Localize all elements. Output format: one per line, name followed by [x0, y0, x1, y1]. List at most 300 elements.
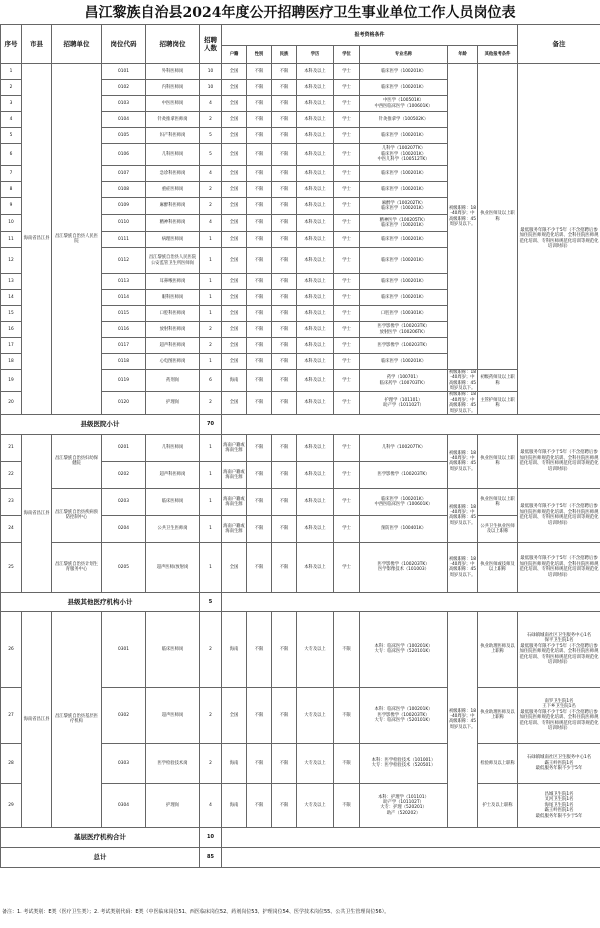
table-cell: 2 — [200, 392, 222, 414]
table-cell: 不限 — [247, 144, 272, 166]
table-cell: 1 — [200, 248, 222, 274]
table-cell: 学士 — [334, 354, 360, 370]
table-cell: 1 — [200, 274, 222, 290]
table-cell: 初级职称：18-40周岁；中高级职称：45周岁及以下。 — [449, 370, 476, 392]
table-cell: 不限 — [272, 542, 297, 592]
table-cell: 不限 — [272, 198, 297, 215]
table-row — [1, 488, 600, 515]
table-cell: 针灸推拿学（100502K） — [360, 112, 448, 128]
table-cell: 不限 — [272, 112, 297, 128]
table-cell: 不限 — [247, 166, 272, 182]
table-cell: 不限 — [247, 515, 272, 542]
table-cell: 药剂岗 — [146, 370, 200, 392]
table-cell: 0101 — [102, 64, 146, 80]
table-cell: 10 — [200, 80, 222, 96]
table-cell: 不限 — [247, 687, 272, 743]
table-cell: 21 — [1, 434, 22, 461]
table-cell: 超声科医师岗 — [146, 461, 200, 488]
table-cell: 超声科医师岗 — [146, 338, 200, 354]
table-cell: 护理岗 — [146, 783, 200, 827]
table-cell: 0103 — [102, 96, 146, 112]
col-unit: 招聘单位 — [52, 25, 102, 64]
table-cell: 10 — [200, 827, 222, 847]
table-cell: 2 — [200, 611, 222, 687]
table-cell: 1 — [200, 488, 222, 515]
table-cell: 11 — [1, 232, 22, 248]
table-cell: 0203 — [102, 488, 146, 515]
table-cell: 儿科学（100207TK） — [360, 434, 448, 461]
table-cell: 学士 — [334, 144, 360, 166]
table-cell: 学士 — [334, 112, 360, 128]
table-cell: 0302 — [102, 687, 146, 743]
table-cell: 1 — [200, 290, 222, 306]
table-cell: 0111 — [102, 232, 146, 248]
table-cell: 不限 — [272, 232, 297, 248]
table-cell: 14 — [1, 290, 22, 306]
table-cell: 总计 — [1, 847, 200, 867]
table-cell: 1 — [200, 434, 222, 461]
table-cell: 临床医学（100201K） — [360, 182, 448, 198]
table-cell: 1 — [200, 542, 222, 592]
table-cell: 全国 — [222, 687, 247, 743]
unit-cell: 昌江黎族自治县疾病预防控制中心 — [52, 488, 102, 542]
table-cell: 外科医师岗 — [146, 64, 200, 80]
table-cell: 学士 — [334, 248, 360, 274]
table-cell: 24 — [1, 515, 22, 542]
table-cell: 不限 — [247, 80, 272, 96]
col-city: 市县 — [22, 25, 52, 64]
table-cell: 不限 — [247, 290, 272, 306]
table-cell: 4 — [200, 783, 222, 827]
table-cell: 1 — [1, 64, 22, 80]
table-cell: 学士 — [334, 215, 360, 232]
table-cell: 儿科医师岗 — [146, 144, 200, 166]
table-cell: 本科及以上 — [297, 488, 334, 515]
table-cell: 不限 — [272, 354, 297, 370]
table-cell: 不限 — [272, 434, 297, 461]
table-cell: 本科及以上 — [297, 542, 334, 592]
table-cell: 全国 — [222, 354, 247, 370]
table-cell: 学士 — [334, 198, 360, 215]
col-remark: 备注 — [518, 25, 600, 64]
table-cell: 执业医师及以上职称 — [478, 488, 518, 515]
remark-cell: 最低服务年限不少于5年（不含招聘后参加住院医师规范化培训、全科住院医师规范化培训、专科医师规范化培训等规范化培训时间） — [518, 64, 600, 415]
table-cell: 全国 — [222, 182, 247, 198]
table-cell: 县级医院小计 — [1, 414, 200, 434]
table-cell: 临床医学（100201K） — [360, 354, 448, 370]
col-gender: 性别 — [247, 46, 272, 64]
table-cell: 超声医师/放射岗 — [146, 542, 200, 592]
subtotal-row — [1, 592, 600, 611]
table-cell: 学士 — [334, 64, 360, 80]
table-cell: 0119 — [102, 370, 146, 392]
table-cell: 大专及以上 — [297, 687, 334, 743]
table-cell: 本科及以上 — [297, 248, 334, 274]
table-cell: 本科：护理学（101101） 助产学（101102T） 大专：护理（520201） 助产（520202） — [360, 783, 448, 827]
table-cell: 初级职称：18-40周岁；中高级职称：45周岁及以下。 — [448, 542, 478, 592]
table-cell: 医学检验技术岗 — [146, 743, 200, 783]
table-cell: 公共卫生医师岗 — [146, 515, 200, 542]
table-cell: 本科及以上 — [297, 128, 334, 144]
table-cell: 不限 — [272, 687, 297, 743]
table-cell: 护理岗 — [146, 392, 200, 414]
table-cell: 4 — [1, 112, 22, 128]
table-cell: 全国 — [222, 112, 247, 128]
table-cell: 全国 — [222, 232, 247, 248]
table-cell: 16 — [1, 322, 22, 338]
table-cell: 不限 — [272, 611, 297, 687]
table-cell: 不限 — [247, 392, 272, 414]
table-cell: 儿科医师岗 — [146, 434, 200, 461]
table-cell: 中医医师岗 — [146, 96, 200, 112]
table-cell: 本科及以上 — [297, 96, 334, 112]
table-cell: 不限 — [247, 198, 272, 215]
table-cell: 本科及以上 — [297, 215, 334, 232]
table-cell: 0118 — [102, 354, 146, 370]
table-cell: 全国 — [222, 542, 247, 592]
table-cell: 大专及以上 — [297, 611, 334, 687]
table-cell: 3 — [1, 96, 22, 112]
table-cell: 2 — [200, 687, 222, 743]
table-cell: 不限 — [272, 370, 297, 392]
table-cell: 2 — [200, 112, 222, 128]
table-cell: 不限 — [247, 434, 272, 461]
table-cell: 不限 — [272, 461, 297, 488]
table-cell: 0202 — [102, 461, 146, 488]
table-cell: 不限 — [247, 232, 272, 248]
col-age: 年龄 — [448, 46, 478, 64]
col-other: 其他报考条件 — [478, 46, 518, 64]
table-cell: 不限 — [247, 128, 272, 144]
table-cell: 海南 — [222, 611, 247, 687]
table-cell: 不限 — [247, 370, 272, 392]
table-cell: 医学影像学（100203TK） 医学影像技术（101003） — [360, 542, 448, 592]
other-cell: 执业医师及以上职称 — [478, 64, 518, 370]
table-cell: 最低服务年限不少于5年（不含招聘后参加住院医师规范化培训、全科住院医师规范化培训、专科医师规范化培训等规范化培训时间） — [518, 542, 600, 592]
table-cell: 海南户籍或海南生源 — [222, 488, 247, 515]
table-cell: 23 — [1, 488, 22, 515]
table-cell: 执业医师或技师及以上职称 — [478, 542, 518, 592]
table-cell: 2 — [1, 80, 22, 96]
city-cell: 海南省昌江县 — [22, 611, 52, 827]
table-cell: 本科及以上 — [297, 290, 334, 306]
table-cell: 0115 — [102, 306, 146, 322]
table-cell: 眼科医师岗 — [146, 290, 200, 306]
table-cell: 本科及以上 — [297, 166, 334, 182]
table-cell: 不限 — [334, 743, 360, 783]
table-cell: 临床医学（100201K） — [360, 166, 448, 182]
table-cell: 海南 — [222, 783, 247, 827]
table-cell: 2 — [200, 198, 222, 215]
table-cell: 不限 — [272, 338, 297, 354]
table-cell: 临床医师岗 — [146, 488, 200, 515]
table-cell: 1 — [200, 515, 222, 542]
table-cell: 护士及以上职称 — [478, 783, 518, 827]
table-cell: 0201 — [102, 434, 146, 461]
table-cell: 85 — [200, 847, 222, 867]
table-cell: 1 — [200, 306, 222, 322]
table-cell: 本科及以上 — [297, 338, 334, 354]
table-cell: 27 — [1, 687, 22, 743]
table-cell: 不限 — [272, 64, 297, 80]
table-cell: 不限 — [334, 783, 360, 827]
table-cell: 海南 — [222, 743, 247, 783]
table-cell: 学士 — [334, 338, 360, 354]
table-cell: 全国 — [222, 248, 247, 274]
col-edu: 学历 — [297, 46, 334, 64]
table-cell: 不限 — [247, 783, 272, 827]
table-cell: 石碌镇城南社区卫生服务中心1名 保平卫生院1名 最低服务年限不少于5年（不含招聘后参加住院医师规范化培训、全科住院医师规范化培训、专科医师规范化培训等规范化培训时间） — [518, 611, 600, 687]
city-cell: 海南省昌江县 — [22, 434, 52, 592]
table-cell: 28 — [1, 743, 22, 783]
table-cell: 不限 — [334, 687, 360, 743]
table-cell: 全国 — [222, 144, 247, 166]
table-cell: 麻醉学（100202TK） 临床医学（100201K） — [360, 198, 448, 215]
table-cell: 学士 — [334, 274, 360, 290]
table-cell: 不限 — [272, 290, 297, 306]
table-cell: 心电图医师岗 — [146, 354, 200, 370]
table-cell: 学士 — [334, 434, 360, 461]
table-cell: 全国 — [222, 64, 247, 80]
table-cell: 海南 — [222, 370, 247, 392]
table-cell: 放射科医师岗 — [146, 322, 200, 338]
table-cell: 本科及以上 — [297, 322, 334, 338]
table-cell: 本科及以上 — [297, 80, 334, 96]
table-cell: 医学影像学（100203TK） — [360, 338, 448, 354]
total-row — [1, 847, 600, 867]
table-cell: 不限 — [247, 112, 272, 128]
table-cell: 初级药师及以上职称 — [478, 370, 518, 392]
table-cell: 不限 — [272, 248, 297, 274]
table-cell: 精神科医师岗 — [146, 215, 200, 232]
table-cell: 不限 — [272, 392, 297, 414]
table-cell: 耳鼻喉医师岗 — [146, 274, 200, 290]
table-cell: 不限 — [247, 306, 272, 322]
table-cell: 妇产科医师岗 — [146, 128, 200, 144]
table-cell: 学士 — [334, 290, 360, 306]
table-cell — [222, 827, 600, 847]
table-cell: 学士 — [334, 232, 360, 248]
table-cell: 0109 — [102, 198, 146, 215]
table-cell: 执业医师及以上职称 — [478, 434, 518, 488]
table-cell: 不限 — [272, 743, 297, 783]
table-cell: 临床医学（100201K） — [360, 290, 448, 306]
table-cell: 不限 — [247, 322, 272, 338]
table-cell: 针灸推拿医师岗 — [146, 112, 200, 128]
table-cell: 25 — [1, 542, 22, 592]
table-cell: 本科及以上 — [297, 182, 334, 198]
col-code: 岗位代码 — [102, 25, 146, 64]
table-cell: 不限 — [247, 182, 272, 198]
table-cell: 基层医疗机构合计 — [1, 827, 200, 847]
subtotal-row — [1, 827, 600, 847]
table-cell: 临床医学（100201K） — [360, 232, 448, 248]
table-cell: 不限 — [247, 542, 272, 592]
table-cell: 公共卫生执业医师及以上职称 — [478, 515, 518, 542]
table-cell: 本科：临床医学（100201K） 大专：临床医学（520101K） — [360, 611, 448, 687]
table-cell: 检验师及以上职称 — [478, 743, 518, 783]
table-cell: 18 — [1, 354, 22, 370]
table-cell: 0301 — [102, 611, 146, 687]
table-cell: 不限 — [247, 274, 272, 290]
table-cell: 学士 — [334, 370, 360, 392]
table-cell: 医学影像学（100203TK） — [360, 461, 448, 488]
table-cell: 0114 — [102, 290, 146, 306]
table-cell: 6 — [200, 370, 222, 392]
age-cell: 初级职称：18-40周岁；中高级职称：45周岁及以下。 — [448, 64, 478, 370]
table-cell: 1 — [200, 354, 222, 370]
table-cell: 海南户籍或海南生源 — [222, 434, 247, 461]
table-cell: 不限 — [272, 96, 297, 112]
table-cell: 学士 — [334, 488, 360, 515]
col-ethnic: 民族 — [272, 46, 297, 64]
table-cell: 不限 — [272, 783, 297, 827]
table-cell: 本科及以上 — [297, 306, 334, 322]
table-cell: 10 — [200, 64, 222, 80]
table-cell — [222, 414, 600, 434]
table-cell: 中医学（100501K） 中西医临床医学（100601K） — [360, 96, 448, 112]
table-cell: 0116 — [102, 322, 146, 338]
table-cell: 1 — [200, 232, 222, 248]
table-cell: 6 — [1, 144, 22, 166]
table-cell: 不限 — [247, 461, 272, 488]
table-cell: 学士 — [334, 128, 360, 144]
table-cell: 执业助理医师及以上职称 — [478, 611, 518, 687]
table-cell: 最低服务年限不少于5年（不含招聘后参加住院医师规范化培训、全科住院医师规范化培训、专科医师规范化培训等规范化培训时间） — [518, 434, 600, 488]
unit-cell: 昌江黎族自治县人民医院 — [52, 64, 102, 415]
table-cell: 全国 — [222, 80, 247, 96]
table-cell: 0304 — [102, 783, 146, 827]
table-cell: 全国 — [222, 96, 247, 112]
table-cell: 本科及以上 — [297, 515, 334, 542]
col-hukou: 户籍 — [222, 46, 247, 64]
table-row — [1, 611, 600, 687]
table-row — [1, 434, 600, 461]
table-cell: 内科医师岗 — [146, 80, 200, 96]
table-cell: 超声医师岗 — [146, 687, 200, 743]
table-cell: 5 — [200, 592, 222, 611]
table-cell: 0102 — [102, 80, 146, 96]
table-cell: 不限 — [247, 743, 272, 783]
table-cell: 2 — [200, 743, 222, 783]
table-cell: 石碌镇城南社区卫生服务中心1名 霸王岭医院1名 最低服务年限不少于5年 — [518, 743, 600, 783]
table-cell: 不限 — [272, 215, 297, 232]
table-row — [1, 64, 600, 80]
table-cell: 本科及以上 — [297, 370, 334, 392]
table-cell: 0107 — [102, 166, 146, 182]
table-cell: 口腔医学（100301K） — [360, 306, 448, 322]
table-cell: 学士 — [334, 322, 360, 338]
table-cell: 15 — [1, 306, 22, 322]
table-cell: 全国 — [222, 198, 247, 215]
table-cell: 学士 — [334, 515, 360, 542]
table-cell: 本科及以上 — [297, 112, 334, 128]
table-cell: 0205 — [102, 542, 146, 592]
subtotal-row — [1, 414, 600, 434]
footer-note: 备注：1. 考试类别：E类（医疗卫生类）；2. 考试类别代码：E类（中医临床岗位51、西医临床岗位52、药剂岗位53、护理岗位54、医学技术岗位55、公共卫生管理岗位56）。 — [2, 909, 390, 915]
table-cell: 70 — [200, 414, 222, 434]
table-cell: 临床医学（100201K） — [360, 80, 448, 96]
table-cell: 9 — [1, 198, 22, 215]
table-cell: 学士 — [334, 392, 360, 414]
table-cell: 儿科学（100207TK） 临床医学（100201K） 中医儿科学（100512TK） — [360, 144, 448, 166]
table-cell: 学士 — [334, 306, 360, 322]
table-cell: 0108 — [102, 182, 146, 198]
table-cell: 学士 — [334, 182, 360, 198]
table-cell: 县级其他医疗机构小计 — [1, 592, 200, 611]
table-cell: 不限 — [272, 488, 297, 515]
table-cell: 全国 — [222, 322, 247, 338]
table-cell: 预防医学（100401K） — [360, 515, 448, 542]
table-cell: 0204 — [102, 515, 146, 542]
table-cell: 学士 — [334, 166, 360, 182]
table-cell: 不限 — [272, 128, 297, 144]
table-cell: 学士 — [334, 96, 360, 112]
col-count: 招聘人数 — [200, 25, 222, 64]
table-cell: 0105 — [102, 128, 146, 144]
table-cell: 重症医师岗 — [146, 182, 200, 198]
table-cell: 主管护师及以上职称 — [478, 392, 518, 414]
table-cell: 海南户籍或海南生源 — [222, 515, 247, 542]
table-cell: 麻醉科医师岗 — [146, 198, 200, 215]
table-cell: 13 — [1, 274, 22, 290]
table-cell: 全国 — [222, 306, 247, 322]
col-post: 招聘岗位 — [146, 25, 200, 64]
table-cell: 药学（100701） 临床药学（100703TK） — [360, 370, 448, 392]
table-cell: 不限 — [272, 144, 297, 166]
table-cell: 初级职称：18-40周岁；中高级职称：45周岁及以下。 — [449, 392, 476, 414]
table-cell: 全国 — [222, 166, 247, 182]
col-major: 专业名称 — [360, 46, 448, 64]
table-cell: 急诊科医师岗 — [146, 166, 200, 182]
table-cell: 口腔科医师岗 — [146, 306, 200, 322]
table-cell: 全国 — [222, 215, 247, 232]
table-cell: 本科：医学检验技术（101001） 大专：医学检验技术（520501） — [360, 743, 448, 783]
table-cell: 全国 — [222, 128, 247, 144]
table-cell: 南罗卫生院1名 王下乡卫生院1名 最低服务年限不少于5年（不含招聘后参加住院医师规范化培训、全科住院医师规范化培训、专科医师规范化培训等规范化培训时间） — [518, 687, 600, 743]
city-cell: 海南省昌江县 — [22, 64, 52, 415]
table-cell: 学士 — [334, 461, 360, 488]
table-cell: 执业助理医师及以上职称 — [478, 687, 518, 743]
table-cell: 2 — [200, 182, 222, 198]
table-cell: 昌城卫生院1名 叉河卫生院1名 海尾卫生院1名 霸王岭医院1名 最低服务年限不少于5年 — [518, 783, 600, 827]
table-cell: 大专及以上 — [297, 783, 334, 827]
table-cell: 初级职称：18-40周岁；中高级职称：45周岁及以下。 — [448, 611, 478, 827]
table-cell: 不限 — [247, 64, 272, 80]
recruitment-table — [0, 24, 600, 868]
table-cell: 4 — [200, 215, 222, 232]
table-cell: 护理学（101101） 助产学（101102T） — [360, 392, 448, 414]
unit-cell: 昌江黎族自治县妇幼保健院 — [52, 434, 102, 488]
unit-cell: 昌江黎族自治县基层医疗机构 — [52, 611, 102, 827]
table-cell: 本科及以上 — [297, 232, 334, 248]
unit-cell: 昌江黎族自治县计划生育服务中心 — [52, 542, 102, 592]
table-cell: 22 — [1, 461, 22, 488]
table-cell: 不限 — [247, 215, 272, 232]
table-cell: 本科及以上 — [297, 434, 334, 461]
table-cell: 2 — [200, 322, 222, 338]
table-cell: 临床医学（100201K） — [360, 128, 448, 144]
table-cell: 8 — [1, 182, 22, 198]
table-cell: 临床医学（100201K） — [360, 274, 448, 290]
table-cell: 本科及以上 — [297, 461, 334, 488]
table-cell: 临床医学（100201K） 中西医临床医学（100601K） — [360, 488, 448, 515]
table-cell: 5 — [200, 128, 222, 144]
table-cell: 0113 — [102, 274, 146, 290]
table-cell: 不限 — [247, 248, 272, 274]
table-cell: 不限 — [247, 354, 272, 370]
table-cell — [222, 847, 600, 867]
